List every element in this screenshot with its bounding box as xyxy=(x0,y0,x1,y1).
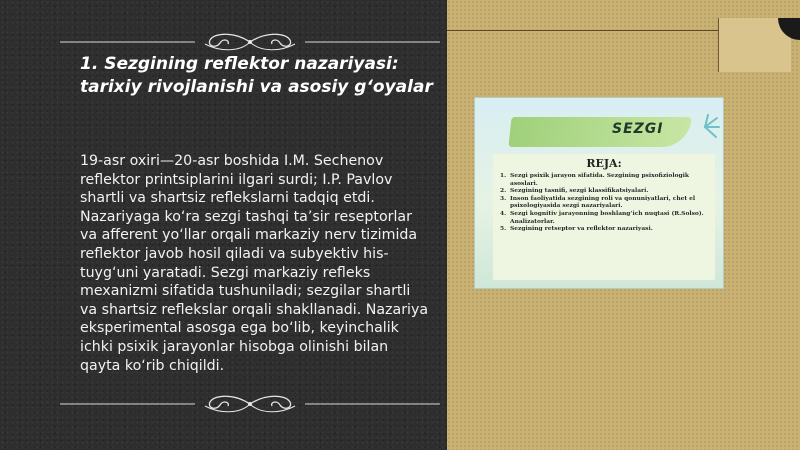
ornament-divider-bottom-icon xyxy=(60,392,440,416)
slide-title xyxy=(80,53,440,99)
list-item: 5. Sezgining retseptor va reflektor nazariyasi. xyxy=(500,225,653,233)
list-item: 3. Inson faoliyatida sezgining roli va qonuniyatlari, chet el psixologiyasida sezgi nazariyalari. xyxy=(500,194,696,210)
thumbnail-plan-heading: REJA: xyxy=(586,157,622,170)
list-item: 1. Sezgi psixik jarayon sifatida. Sezgining psixofiziologik asoslari. xyxy=(500,172,689,187)
list-item: 2. Sezgining tasnifi, sezgi klassifikatsiyalari. xyxy=(500,187,649,195)
ornament-divider-top-icon xyxy=(60,30,440,54)
slide-body-text: 19-asr oxiri—20-asr boshida I.M. Sechenov reflektor printsiplarini ilgari surdi; I.P. Pavlov shartli va shartsiz reflekslarni tadqiq etdi. Nazariyaga ko‘ra sezgi tashqi ta’sir reseptorlar va afferent yo‘llar orqali markaziy nerv tizimida reflektor javob hosil qiladi va subyektiv his-tuyg‘uni yaratadi. Sezgi markaziy refleks mexanizmi sifatida tushuniladi; sezgilar shartli va shartsiz reflekslar orqali shakllanadi. Nazariya eksperimental asosga ega bo‘lib, keyinchalik ichki psixik jarayonlar hisobga olinishi bilan qayta ko‘rib chiqildi. xyxy=(80,153,429,374)
thumbnail-plan-list xyxy=(500,172,710,233)
thumbnail-title: SEZGI xyxy=(612,121,664,137)
slide-title-line-2: tarixiy rivojlanishi va asosiy g‘oyalar xyxy=(80,77,433,97)
list-item: 4. Sezgi kognitiv jarayonning boshlang‘ich nuqtasi (R.Solso). Analizatorlar. xyxy=(500,209,704,225)
sparkle-icon xyxy=(690,112,720,142)
slide-title-line-1: 1. Sezgining reflektor nazariyasi: xyxy=(80,54,399,74)
